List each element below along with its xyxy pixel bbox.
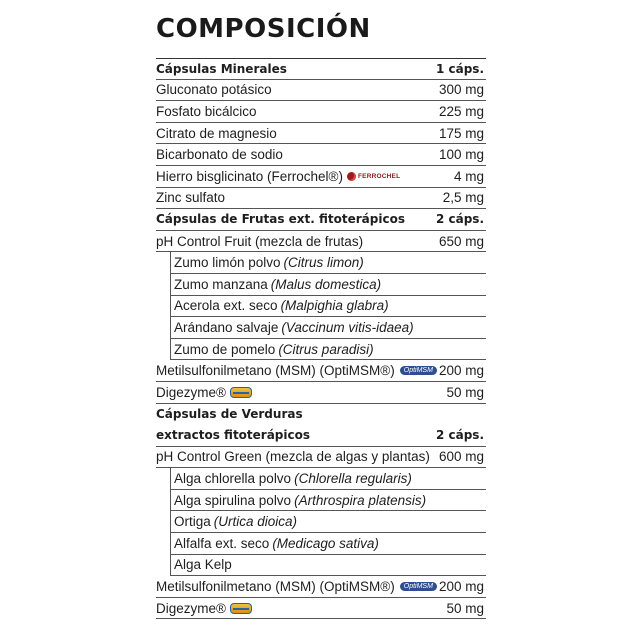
table-row	[156, 447, 486, 469]
table-row	[170, 274, 486, 296]
ingredient-latin: (Medicago sativa)	[272, 535, 379, 551]
table-row	[170, 511, 486, 533]
blend-name: pH Control Fruit (mezcla de frutas)	[156, 233, 364, 249]
table-row	[156, 123, 486, 145]
optimsm-logo: OptiMSM	[400, 366, 437, 375]
table-row	[156, 576, 486, 598]
table-row	[156, 144, 486, 166]
ingredient-name: Alga spirulina polvo	[174, 492, 292, 508]
table-row	[156, 80, 486, 102]
ingredient-name: Acerola ext. seco	[174, 298, 278, 314]
ingredient-latin: (Urtica dioica)	[213, 514, 298, 530]
table-row	[156, 598, 486, 620]
optimsm-logo: OptiMSM	[400, 582, 437, 591]
composition-table	[156, 58, 486, 619]
ferrochel-logo-text: FERROCHEL	[358, 172, 401, 180]
vegetables-dose: 2 cáps.	[435, 428, 484, 443]
ingredient-latin: (Citrus limon)	[283, 255, 364, 271]
ingredient-qty: 2,5 mg	[442, 190, 484, 206]
table-row	[170, 296, 486, 318]
table-row	[156, 231, 486, 253]
ingredient-name: Gluconato potásico	[156, 82, 272, 98]
ingredient-name: Digezyme®	[156, 384, 226, 400]
digezyme-logo-icon	[230, 387, 252, 398]
table-row	[170, 490, 486, 512]
ingredient-name: Alfalfa ext. seco	[174, 535, 270, 551]
ingredient-qty: 100 mg	[438, 147, 484, 163]
minerals-dose: 1 cáps.	[435, 61, 484, 76]
fruits-header: Cápsulas de Frutas ext. fitoterápicos	[156, 212, 405, 227]
ingredient-latin: (Malpighia glabra)	[280, 298, 389, 314]
table-row	[156, 382, 486, 404]
table-row	[156, 360, 486, 382]
table-row	[170, 533, 486, 555]
ingredient-name: Digezyme®	[156, 600, 226, 616]
ingredient-name: Bicarbonato de sodio	[156, 147, 283, 163]
vegetables-header-line1: Cápsulas de Verduras	[156, 407, 303, 422]
page-title: COMPOSICIÓN	[156, 14, 371, 44]
ingredient-name: Zumo de pomelo	[174, 341, 276, 357]
minerals-header-row	[156, 58, 486, 80]
fruits-header-row	[156, 209, 486, 231]
ingredient-qty: 175 mg	[438, 125, 484, 141]
ingredient-qty: 225 mg	[438, 103, 484, 119]
ingredient-name: Citrato de magnesio	[156, 125, 277, 141]
blend-name: pH Control Green (mezcla de algas y plantas)	[156, 449, 430, 465]
ingredient-name: Zinc sulfato	[156, 190, 226, 206]
ingredient-latin: (Vaccinum vitis-idaea)	[281, 319, 414, 335]
ingredient-qty: 200 mg	[438, 363, 484, 379]
blend-qty: 600 mg	[438, 449, 484, 465]
vegetables-header-row	[156, 404, 486, 426]
ingredient-latin: (Chlorella regularis)	[294, 471, 412, 487]
ingredient-name: Ortiga	[174, 514, 211, 530]
ingredient-qty: 50 mg	[446, 384, 484, 400]
table-row	[170, 339, 486, 361]
ferrochel-logo-icon	[347, 172, 356, 181]
ingredient-name: Hierro bisglicinato (Ferrochel®)	[156, 168, 344, 184]
table-row	[170, 555, 486, 577]
table-row	[170, 468, 486, 490]
table-row	[156, 101, 486, 123]
table-row	[156, 166, 486, 188]
ingredient-latin: (Malus domestica)	[270, 276, 382, 292]
table-row	[156, 188, 486, 210]
ingredient-name: Fosfato bicálcico	[156, 103, 257, 119]
ingredient-latin: (Citrus paradisi)	[278, 341, 374, 357]
ingredient-qty: 300 mg	[438, 82, 484, 98]
fruits-dose: 2 cáps.	[435, 212, 484, 227]
ingredient-name: Metilsulfonilmetano (MSM) (OptiMSM®)	[156, 363, 395, 379]
ferrochel-logo	[347, 172, 400, 181]
ingredient-latin: (Arthrospira platensis)	[294, 492, 427, 508]
blend-qty: 650 mg	[438, 233, 484, 249]
minerals-header: Cápsulas Minerales	[156, 61, 287, 76]
ingredient-qty: 200 mg	[438, 579, 484, 595]
digezyme-logo-icon	[230, 603, 252, 614]
ingredient-qty: 4 mg	[453, 168, 484, 184]
ingredient-name: Zumo limón polvo	[174, 255, 281, 271]
table-row	[170, 252, 486, 274]
ingredient-name: Zumo manzana	[174, 276, 268, 292]
vegetables-header-row-2	[156, 425, 486, 447]
ingredient-name: Alga Kelp	[174, 557, 232, 573]
ingredient-name: Arándano salvaje	[174, 319, 279, 335]
table-row	[170, 317, 486, 339]
ingredient-name: Alga chlorella polvo	[174, 471, 292, 487]
ingredient-qty: 50 mg	[446, 600, 484, 616]
ingredient-name: Metilsulfonilmetano (MSM) (OptiMSM®)	[156, 579, 395, 595]
vegetables-header-line2: extractos fitoterápicos	[156, 428, 311, 443]
